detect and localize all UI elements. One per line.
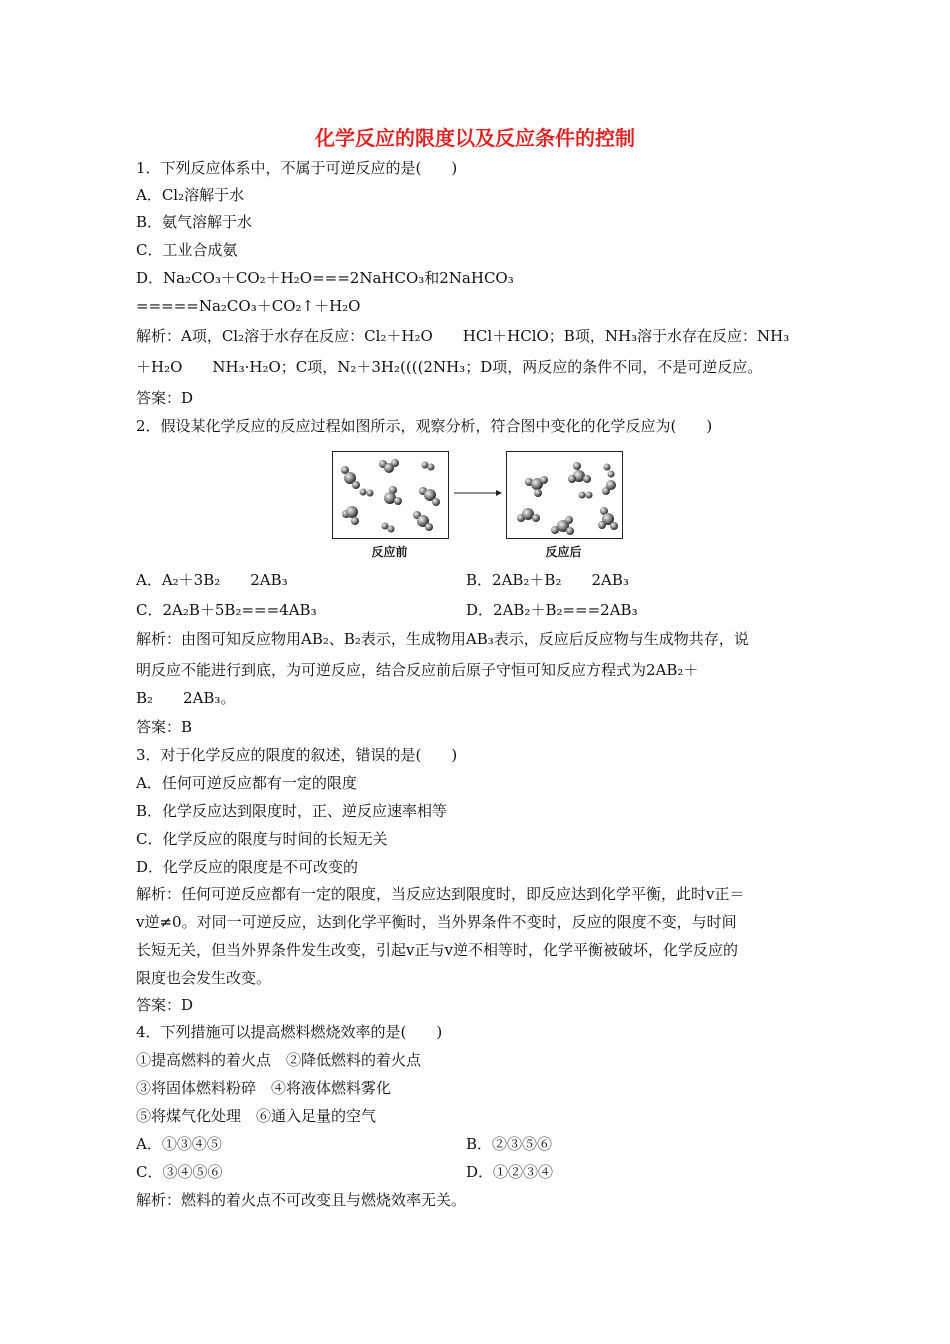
q3-answer: 答案：D bbox=[136, 996, 194, 1014]
atom bbox=[573, 462, 581, 470]
atom bbox=[606, 480, 616, 490]
reaction-arrow bbox=[452, 487, 504, 499]
q2-option-d: D．2AB₂＋B₂===2AB₃ bbox=[466, 601, 638, 619]
atom bbox=[568, 475, 576, 483]
q3-analysis-line1: 解析：任何可逆反应都有一定的限度，当反应达到限度时，即反应达到化学平衡，此时v正＝ bbox=[136, 885, 745, 903]
q1-option-c: C．工业合成氨 bbox=[136, 241, 238, 259]
atom bbox=[598, 521, 606, 529]
atom bbox=[432, 498, 440, 506]
atom bbox=[388, 526, 395, 533]
q4-option-b: B．②③⑤⑥ bbox=[466, 1135, 553, 1153]
atom bbox=[534, 489, 542, 497]
reaction-figure bbox=[332, 451, 622, 563]
atom bbox=[583, 475, 591, 483]
atom bbox=[579, 492, 586, 499]
q3-analysis-line2: v逆≠0。对同一可逆反应，达到化学平衡时，当外界条件不变时，反应的限度不变，与时间 bbox=[136, 913, 737, 931]
atom bbox=[425, 523, 433, 531]
q3-option-b: B．化学反应达到限度时，正、逆反应速率相等 bbox=[136, 802, 448, 820]
q3-option-d: D．化学反应的限度是不可改变的 bbox=[136, 858, 359, 876]
q1-stem: 1．下列反应体系中，不属于可逆反应的是( ) bbox=[136, 159, 458, 177]
q3-option-a: A．任何可逆反应都有一定的限度 bbox=[136, 774, 357, 792]
atom bbox=[351, 517, 359, 525]
atom bbox=[382, 523, 389, 530]
q3-option-c: C．化学反应的限度与时间的长短无关 bbox=[136, 830, 388, 848]
after-molecules bbox=[507, 452, 622, 538]
q2-option-c: C．2A₂B＋5B₂===4AB₃ bbox=[136, 601, 317, 619]
q1-analysis-line1: 解析：A项，Cl₂溶于水存在反应：Cl₂＋H₂O HCl＋HClO；B项，NH₃溶于水存在反应：NH₃ bbox=[136, 327, 790, 345]
atom bbox=[586, 492, 593, 499]
after-caption: 反应后 bbox=[545, 545, 582, 559]
atom bbox=[352, 481, 360, 489]
q1-option-d: D．Na₂CO₃＋CO₂＋H₂O===2NaHCO₃和2NaHCO₃ bbox=[136, 269, 514, 287]
atom bbox=[604, 464, 611, 471]
q1-analysis-line2: ＋H₂O NH₃·H₂O；C项，N₂＋3H₂((((2NH₃；D项，两反应的条件不同，不是可逆反应。 bbox=[136, 358, 763, 376]
atom bbox=[394, 497, 402, 505]
before-caption: 反应前 bbox=[371, 545, 408, 559]
q2-answer: 答案：B bbox=[136, 718, 193, 736]
atom bbox=[367, 490, 374, 497]
q4-option-c: C．③④⑤⑥ bbox=[136, 1163, 223, 1181]
q4-choices-3: ⑤将煤气化处理 ⑥通入足量的空气 bbox=[136, 1107, 377, 1125]
q1-option-a: A．Cl₂溶解于水 bbox=[136, 186, 245, 204]
q4-option-d: D．①②③④ bbox=[466, 1163, 554, 1181]
q4-choices-1: ①提高燃料的着火点 ②降低燃料的着火点 bbox=[136, 1051, 422, 1069]
q4-option-a: A．①③④⑤ bbox=[136, 1135, 222, 1153]
q3-analysis-line3: 长短无关，但当外界条件发生改变，引起v正与v逆不相等时，化学平衡被破坏，化学反应的 bbox=[136, 941, 738, 959]
atom bbox=[608, 471, 615, 478]
q1-answer: 答案：D bbox=[136, 389, 194, 407]
q2-option-b: B．2AB₂＋B₂ 2AB₃ bbox=[466, 571, 629, 589]
atom bbox=[360, 489, 367, 496]
q2-option-a: A．A₂＋3B₂ 2AB₃ bbox=[136, 571, 288, 589]
q2-stem: 2．假设某化学反应的反应过程如图所示，观察分析，符合图中变化的化学反应为( ) bbox=[136, 417, 713, 435]
atom bbox=[391, 459, 399, 467]
atom bbox=[610, 522, 618, 530]
atom bbox=[566, 527, 574, 535]
q1-option-b: B．氨气溶解于水 bbox=[136, 213, 253, 231]
before-box bbox=[332, 451, 449, 539]
q2-analysis-line1: 解析：由图可知反应物用AB₂、B₂表示，生成物用AB₃表示，反应后反应物与生成物共存，说 bbox=[136, 630, 749, 648]
q1-option-d-cont: =====Na₂CO₃＋CO₂↑＋H₂O bbox=[136, 297, 361, 315]
atom bbox=[346, 506, 358, 518]
page-title: 化学反应的限度以及反应条件的控制 bbox=[315, 126, 635, 150]
q3-stem: 3．对于化学反应的限度的叙述，错误的是( ) bbox=[136, 746, 458, 764]
atom bbox=[565, 516, 573, 524]
after-box bbox=[506, 451, 623, 539]
q4-analysis: 解析：燃料的着火点不可改变且与燃烧效率无关。 bbox=[136, 1191, 467, 1209]
q2-analysis-line3: B₂ 2AB₃。 bbox=[136, 689, 236, 707]
q3-analysis-line4: 限度也会发生改变。 bbox=[136, 969, 272, 987]
q2-analysis-line2: 明反应不能进行到底，为可逆反应，结合反应前后原子守恒可知反应方程式为2AB₂＋ bbox=[136, 661, 699, 679]
atom bbox=[422, 462, 429, 469]
before-molecules bbox=[333, 452, 448, 538]
q4-choices-2: ③将固体燃料粉碎 ④将液体燃料雾化 bbox=[136, 1079, 392, 1097]
atom bbox=[532, 514, 540, 522]
q4-stem: 4．下列措施可以提高燃料燃烧效率的是( ) bbox=[136, 1023, 443, 1041]
atom bbox=[540, 476, 548, 484]
atom bbox=[428, 464, 435, 471]
